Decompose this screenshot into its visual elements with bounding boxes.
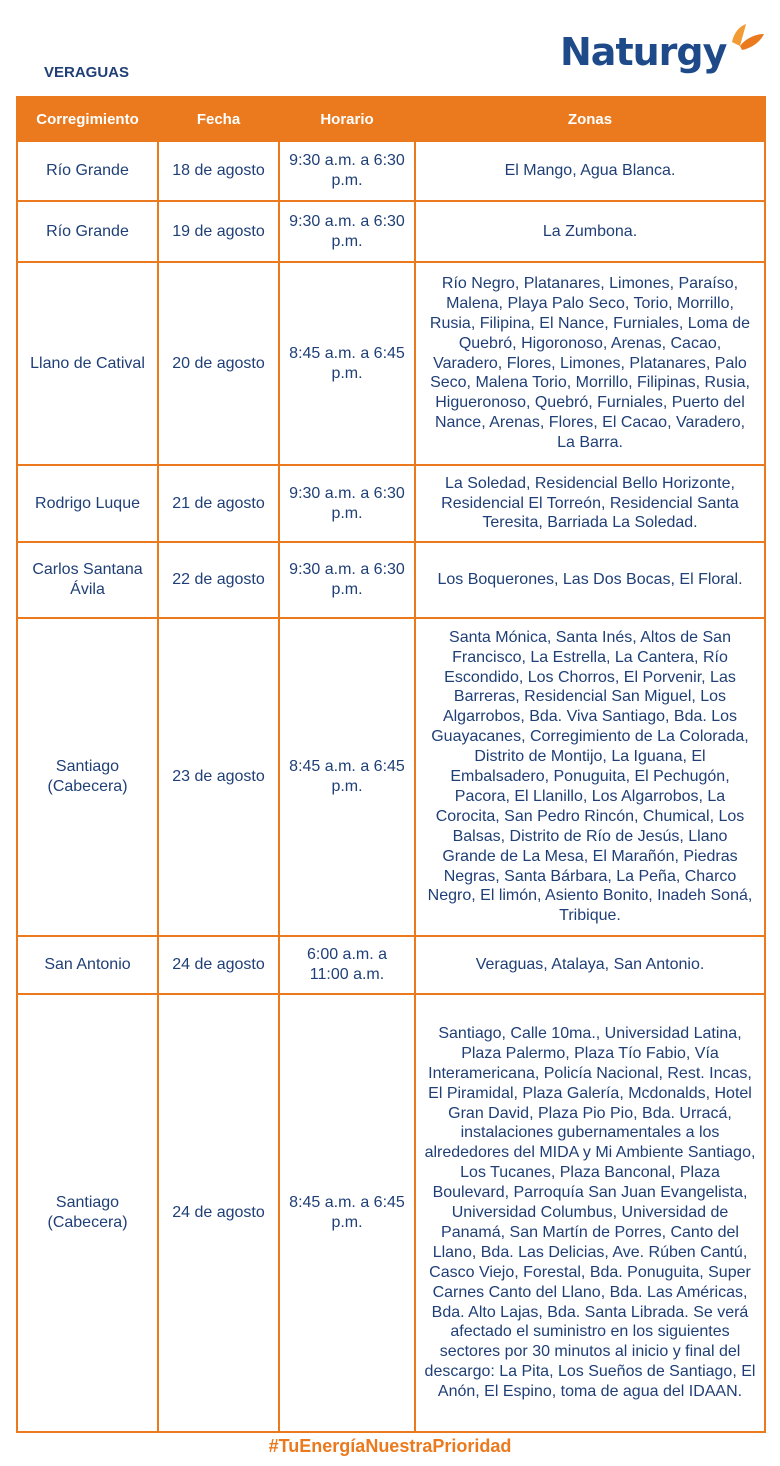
table-row [17,618,765,936]
cell-horario: 9:30 a.m. a 6:30 p.m. [279,542,415,618]
cell-fecha: 24 de agosto [158,936,279,994]
column-header-zonas: Zonas [415,97,765,141]
cell-horario: 9:30 a.m. a 6:30 p.m. [279,141,415,201]
table-row [17,465,765,542]
cell-horario: 8:45 a.m. a 6:45 p.m. [279,262,415,465]
table-row [17,936,765,994]
cell-zonas: Veraguas, Atalaya, San Antonio. [415,936,765,994]
table-row [17,262,765,465]
cell-fecha: 23 de agosto [158,618,279,936]
cell-corregimiento: Rodrigo Luque [17,465,158,542]
cell-corregimiento: Llano de Catival [17,262,158,465]
cell-corregimiento: Carlos Santana Ávila [17,542,158,618]
cell-fecha: 24 de agosto [158,994,279,1432]
table-row [17,542,765,618]
cell-zonas: Santiago, Calle 10ma., Universidad Latina, Plaza Palermo, Plaza Tío Fabio, Vía Interamericana, Policía Nacional, Rest. Incas, El Piramidal, Plaza Galería, Mcdonalds, Hotel Gran David, Plaza Pio Pio, Bda. Urracá, instalaciones gubernamentales a los alrededores del MIDA y Mi Ambiente Santiago, Los Tucanes, Plaza Banconal, Plaza Boulevard, Parroquía San Juan Evangelista, Universidad Columbus, Universidad de Panamá, San Martín de Porres, Canto del Llano, Bda. Las Delicias, Ave. Rúben Cantú, Casco Viejo, Forestal, Bda. Ponuguita, Super Carnes Canto del Llano, Bda. Las Américas, Bda. Alto Lajas, Bda. Santa Librada. Se verá afectado el suministro en los siguientes sectores por 30 minutos al inicio y final del descargo: La Pita, Los Sueños de Santiago, El Anón, El Espino, toma de agua del IDAAN. [415,994,765,1432]
cell-fecha: 19 de agosto [158,201,279,262]
outage-schedule-table [16,96,766,1433]
cell-fecha: 20 de agosto [158,262,279,465]
cell-zonas: La Soledad, Residencial Bello Horizonte, Residencial El Torreón, Residencial Santa Teresita, Barriada La Soledad. [415,465,765,542]
cell-zonas: Río Negro, Platanares, Limones, Paraíso, Malena, Playa Palo Seco, Torio, Morrillo, Rusia, Filipina, El Nance, Furniales, Loma de Quebró, Higoronoso, Arenas, Cacao, Varadero, Flores, Limones, Platanares, Palo Seco, Malena Torio, Morrillo, Filipinas, Rusia, Higueronoso, Quebró, Furniales, Puerto del Nance, Arenas, Flores, El Cacao, Varadero, La Barra. [415,262,765,465]
cell-zonas: Santa Mónica, Santa Inés, Altos de San Francisco, La Estrella, La Cantera, Río Escondido, Los Chorros, El Porvenir, Las Barreras, Residencial San Miguel, Los Algarrobos, Bda. Viva Santiago, Bda. Los Guayacanes, Corregimiento de La Colorada, Distrito de Montijo, La Iguana, El Embalsadero, Ponuguita, El Pechugón, Pacora, El Llanillo, Los Algarrobos, La Corocita, San Pedro Rincón, Chumical, Los Balsas, Distrito de Río de Jesús, Llano Grande de La Mesa, El Marañón, Piedras Negras, Santa Bárbara, La Peña, Charco Negro, El limón, Asiento Bonito, Inadeh Soná, Tribique. [415,618,765,936]
cell-corregimiento: Río Grande [17,201,158,262]
cell-zonas: El Mango, Agua Blanca. [415,141,765,201]
cell-horario: 9:30 a.m. a 6:30 p.m. [279,465,415,542]
cell-corregimiento: Santiago (Cabecera) [17,994,158,1432]
table-row [17,201,765,262]
cell-horario: 9:30 a.m. a 6:30 p.m. [279,201,415,262]
column-header-fecha: Fecha [158,97,279,141]
cell-zonas: Los Boquerones, Las Dos Bocas, El Floral. [415,542,765,618]
cell-corregimiento: Santiago (Cabecera) [17,618,158,936]
cell-horario: 8:45 a.m. a 6:45 p.m. [279,994,415,1432]
column-header-corregimiento: Corregimiento [17,97,158,141]
table-row [17,994,765,1432]
region-title: VERAGUAS [44,64,130,81]
column-header-horario: Horario [279,97,415,141]
cell-corregimiento: San Antonio [17,936,158,994]
cell-horario: 6:00 a.m. a 11:00 a.m. [279,936,415,994]
cell-horario: 8:45 a.m. a 6:45 p.m. [279,618,415,936]
cell-corregimiento: Río Grande [17,141,158,201]
cell-zonas: La Zumbona. [415,201,765,262]
naturgy-logo [560,22,770,82]
cell-fecha: 22 de agosto [158,542,279,618]
footer-hashtag: #TuEnergíaNuestraPrioridad [268,1436,512,1456]
table-row [17,141,765,201]
cell-fecha: 21 de agosto [158,465,279,542]
table-header-row [17,97,765,141]
logo-text: Naturgy [560,30,727,74]
cell-fecha: 18 de agosto [158,141,279,201]
butterfly-icon [726,22,766,66]
